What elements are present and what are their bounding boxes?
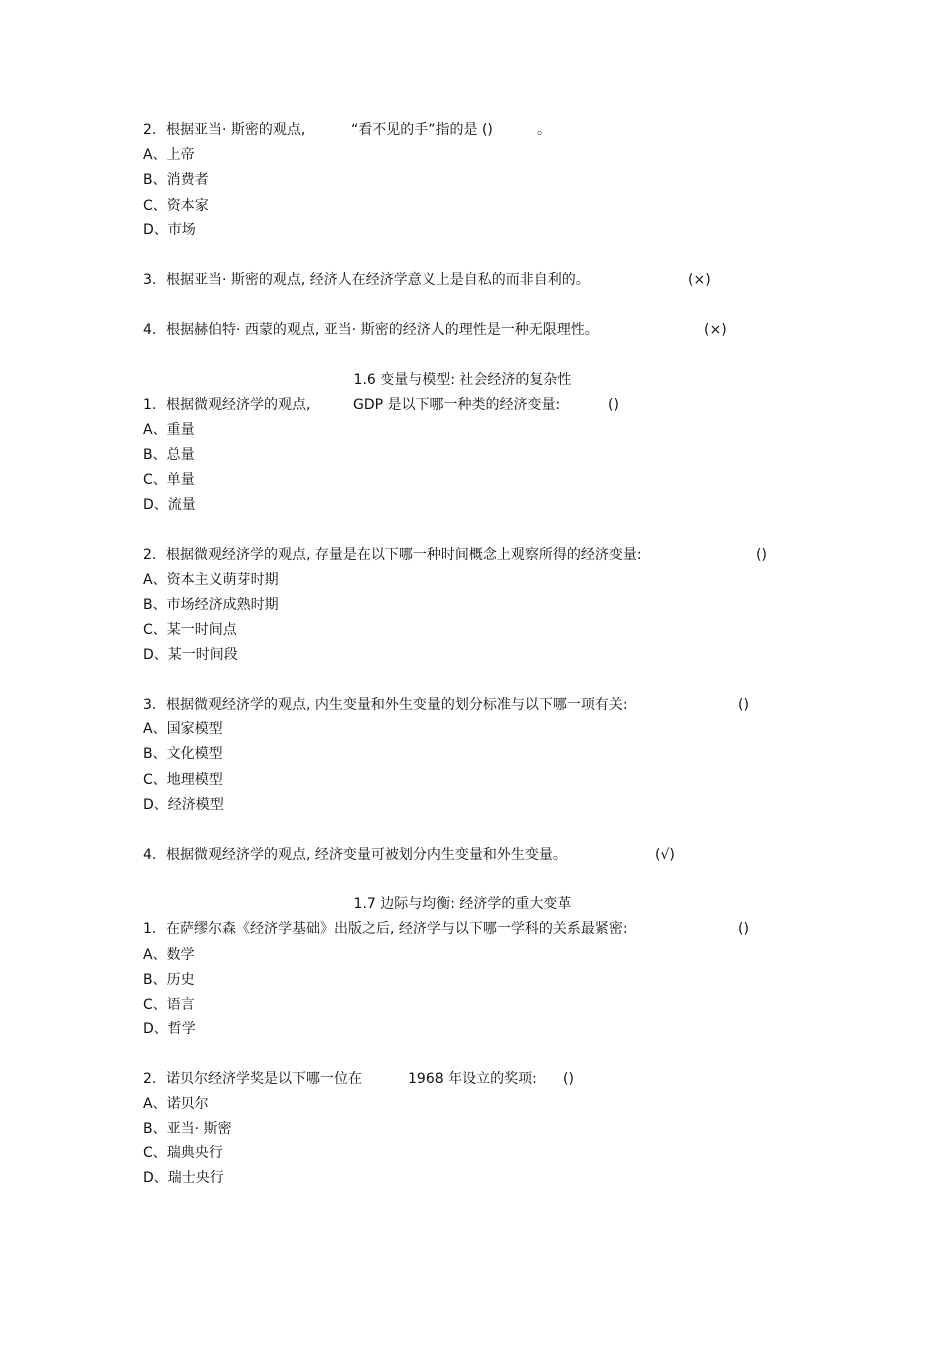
- option-b: B、市场经济成熟时期: [143, 597, 279, 613]
- question-number: 2.: [143, 122, 157, 138]
- option-a: A、诺贝尔: [143, 1096, 209, 1112]
- question-text: “看不见的手”指的是 (): [351, 122, 493, 138]
- answer-mark: (): [608, 397, 619, 413]
- question-text: 根据微观经济学的观点, 存量是在以下哪一种时间概念上观察所得的经济变量:: [166, 547, 642, 563]
- question-text: 。: [537, 122, 551, 138]
- question-number: 4.: [143, 847, 157, 863]
- option-d: D、经济模型: [143, 797, 224, 813]
- question-number: 1.: [143, 397, 157, 413]
- section-heading: 1.7 边际与均衡: 经济学的重大变革: [353, 896, 572, 912]
- option-c: C、地理模型: [143, 772, 223, 788]
- question-text: GDP 是以下哪一种类的经济变量:: [353, 397, 561, 413]
- answer-mark: (√): [655, 847, 675, 863]
- option-d: D、某一时间段: [143, 647, 238, 663]
- option-a: A、重量: [143, 422, 195, 438]
- question-number: 2.: [143, 1071, 157, 1087]
- option-a: A、国家模型: [143, 721, 223, 737]
- option-c: C、单量: [143, 472, 195, 488]
- option-c: C、语言: [143, 997, 195, 1013]
- option-d: D、市场: [143, 222, 196, 238]
- option-b: B、亚当· 斯密: [143, 1121, 232, 1137]
- question-text: 根据微观经济学的观点, 内生变量和外生变量的划分标准与以下哪一项有关:: [166, 697, 628, 713]
- option-b: B、消费者: [143, 172, 209, 188]
- answer-mark: (): [738, 697, 749, 713]
- question-text: 根据微观经济学的观点,: [166, 397, 311, 413]
- question-number: 3.: [143, 272, 157, 288]
- answer-mark: (): [756, 547, 767, 563]
- option-c: C、瑞典央行: [143, 1145, 223, 1161]
- option-b: B、历史: [143, 972, 195, 988]
- section-heading: 1.6 变量与模型: 社会经济的复杂性: [353, 372, 572, 388]
- option-d: D、流量: [143, 497, 196, 513]
- question-number: 3.: [143, 697, 157, 713]
- answer-mark: (×): [704, 322, 727, 338]
- question-text: 根据亚当· 斯密的观点,: [166, 122, 306, 138]
- option-a: A、资本主义萌芽时期: [143, 572, 279, 588]
- question-text: 在萨缪尔森《经济学基础》出版之后, 经济学与以下哪一学科的关系最紧密:: [166, 921, 628, 937]
- option-c: C、资本家: [143, 198, 209, 214]
- question-text: 诺贝尔经济学奖是以下哪一位在: [166, 1071, 362, 1087]
- answer-mark: (×): [688, 272, 711, 288]
- answer-mark: (): [738, 921, 749, 937]
- question-text: 1968 年设立的奖项:: [408, 1071, 537, 1087]
- question-number: 4.: [143, 322, 157, 338]
- option-a: A、数学: [143, 947, 195, 963]
- option-c: C、某一时间点: [143, 622, 237, 638]
- option-b: B、文化模型: [143, 746, 223, 762]
- option-d: D、瑞士央行: [143, 1170, 224, 1186]
- question-text: 根据微观经济学的观点, 经济变量可被划分内生变量和外生变量。: [166, 847, 567, 863]
- answer-mark: (): [563, 1071, 574, 1087]
- option-a: A、上帝: [143, 147, 195, 163]
- question-text: 根据赫伯特· 西蒙的观点, 亚当· 斯密的经济人的理性是一种无限理性。: [166, 322, 599, 338]
- question-number: 1.: [143, 921, 157, 937]
- question-text: 根据亚当· 斯密的观点, 经济人在经济学意义上是自私的而非自利的。: [166, 272, 590, 288]
- option-b: B、总量: [143, 447, 195, 463]
- question-number: 2.: [143, 547, 157, 563]
- option-d: D、哲学: [143, 1021, 196, 1037]
